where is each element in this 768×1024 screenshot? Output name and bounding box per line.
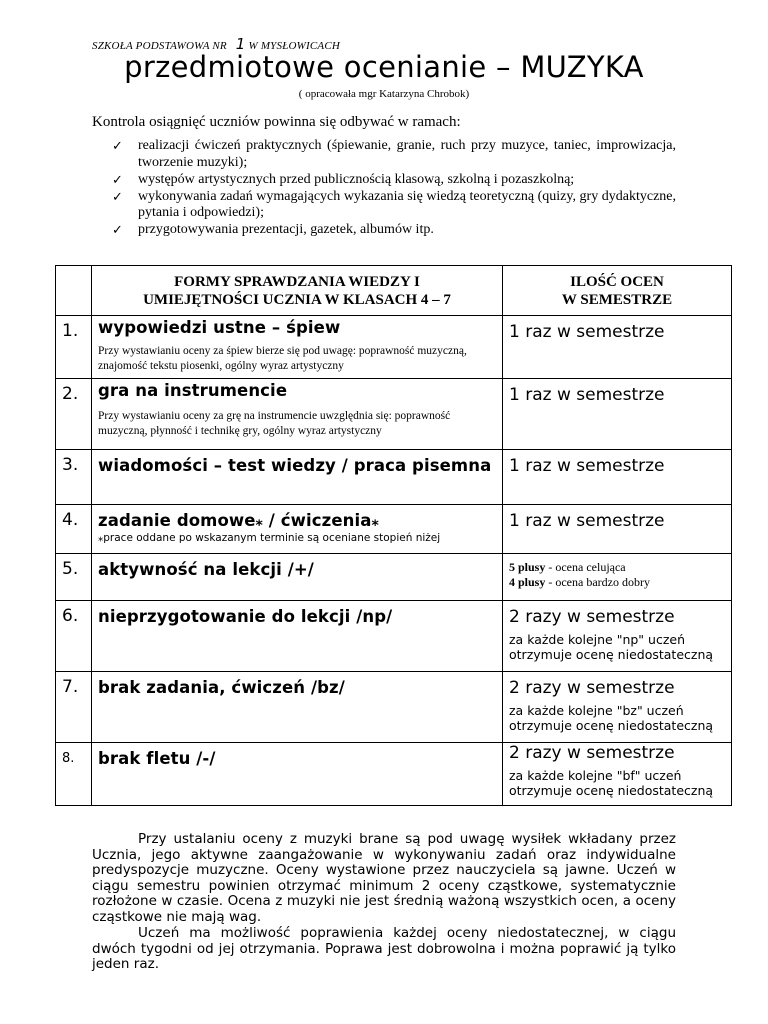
- table-row: [56, 672, 732, 743]
- check-icon: ✓: [112, 171, 123, 187]
- plus-line: [509, 575, 725, 590]
- header-forms-line2: UMIEJĘTNOŚCI UCZNIA W KLASACH 4 – 7: [143, 291, 451, 308]
- table-row: [56, 379, 732, 450]
- checklist: [112, 138, 676, 239]
- row-count-text: 2 razy w semestrze: [509, 607, 675, 627]
- table-row: [56, 505, 732, 554]
- row-form: [92, 554, 503, 601]
- row-count: [503, 379, 732, 450]
- header-count: [503, 266, 732, 316]
- checklist-item-text: wykonywania zadań wymagających wykazania się wiedzą teoretyczną (quizy, gry dydaktyczne, pytania i odpowiedzi);: [138, 188, 676, 220]
- row-count-text: 2 razy w semestrze: [509, 678, 675, 698]
- row-description: Przy wystawianiu oceny za grę na instrumencie uwzględnia się: poprawność muzyczną, płynność i technikę gry, ogólny wyraz artystyczny: [98, 410, 451, 437]
- row-number: 3.: [56, 450, 92, 505]
- table-row: [56, 743, 732, 806]
- row-count-text: 1 raz w semestrze: [509, 385, 665, 405]
- row-title: nieprzygotowanie do lekcji /np/: [98, 607, 393, 626]
- row-form: [92, 601, 503, 672]
- table-header-row: [56, 266, 732, 316]
- asterisk-icon: ⁎: [371, 514, 379, 530]
- row-count: [503, 450, 732, 505]
- school-prefix: SZKOŁA PODSTAWOWA NR: [92, 40, 227, 52]
- row-number: 8.: [56, 743, 92, 806]
- row-count-note: za każde kolejne "np" uczeń otrzymuje ocenę niedostateczną: [509, 632, 714, 662]
- assessment-table: [55, 265, 732, 806]
- checklist-item-text: przygotowywania prezentacji, gazetek, albumów itp.: [138, 222, 434, 237]
- row-count: [503, 316, 732, 379]
- header-forms: [92, 266, 503, 316]
- table-row: [56, 316, 732, 379]
- check-icon: ✓: [112, 222, 123, 237]
- row-number: 2.: [56, 379, 92, 450]
- check-icon: ✓: [112, 138, 123, 153]
- row-count-text: 1 raz w semestrze: [509, 322, 665, 342]
- table-row: [56, 601, 732, 672]
- row-title: [98, 511, 496, 532]
- row-title: aktywność na lekcji /+/: [98, 560, 314, 579]
- row-count: [503, 743, 732, 806]
- plus-line: [509, 560, 725, 575]
- row-count: [503, 672, 732, 743]
- row-number: 4.: [56, 505, 92, 554]
- header-empty-cell: [56, 266, 92, 316]
- row-title: brak fletu /-/: [98, 749, 216, 768]
- row-number: 1.: [56, 316, 92, 379]
- row-count: [503, 505, 732, 554]
- checklist-item-text: realizacji ćwiczeń praktycznych (śpiewanie, granie, ruch przy muzyce, taniec, improwizacja, tworzenie muzyki);: [138, 138, 676, 170]
- asterisk-icon: ⁎: [98, 532, 104, 544]
- table-row: [56, 554, 732, 601]
- header-forms-line1: FORMY SPRAWDZANIA WIEDZY I: [174, 273, 420, 290]
- row-form: [92, 316, 503, 379]
- school-suffix: W MYSŁOWICACH: [248, 40, 341, 52]
- checklist-item-text: występów artystycznych przed publicznością klasową, szkolną i pozaszkolną;: [138, 171, 575, 187]
- row-title: gra na instrumencie: [98, 381, 288, 400]
- plus-grade: - ocena celująca: [545, 560, 626, 574]
- row-count: [503, 601, 732, 672]
- header-count-line1: ILOŚĆ OCEN: [570, 273, 664, 290]
- header-count-line2: W SEMESTRZE: [561, 291, 673, 308]
- row-count: [503, 554, 732, 601]
- row-title-part-a: zadanie domowe: [98, 511, 256, 530]
- row-form: [92, 450, 503, 505]
- correction-paragraph: Uczeń ma możliwość poprawienia każdej oceny niedostatecznej, w ciągu dwóch tygodni od jej otrzymania. Poprawa jest dobrowolna i można poprawić ją tylko jeden raz.: [92, 925, 676, 972]
- plus-grade: - ocena bardzo dobry: [545, 574, 650, 589]
- row-number: 7.: [56, 672, 92, 743]
- row-form: [92, 505, 503, 554]
- school-number: 1: [235, 35, 246, 53]
- row-title: wypowiedzi ustne – śpiew: [98, 318, 341, 337]
- row-description: Przy wystawianiu oceny za śpiew bierze się pod uwagę: poprawność muzyczną, znajomość tekstu piosenki, ogólny wyraz artystyczny: [98, 345, 467, 372]
- row-title: wiadomości – test wiedzy / praca pisemna: [98, 456, 492, 475]
- row-form: [92, 379, 503, 450]
- row-number: 5.: [56, 554, 92, 601]
- plus-count: 5 plusy: [509, 560, 546, 574]
- row-number: 6.: [56, 601, 92, 672]
- row-form: [92, 672, 503, 743]
- row-count-note: za każde kolejne "bz" uczeń otrzymuje ocenę niedostateczną: [509, 703, 714, 733]
- table-row: [56, 450, 732, 505]
- row-title-part-b: / ćwiczenia: [262, 511, 372, 530]
- checklist-item: [112, 172, 676, 189]
- check-icon: ✓: [112, 188, 123, 204]
- checklist-item: [112, 189, 676, 222]
- page-title: przedmiotowe ocenianie – MUZYKA: [124, 50, 644, 84]
- row-count-text: 1 raz w semestrze: [509, 456, 665, 476]
- row-form: [92, 743, 503, 806]
- row-description-text: prace oddane po wskazanym terminie są oceniane stopień niżej: [103, 532, 441, 544]
- checklist-item: [112, 138, 676, 171]
- row-count-text: 2 razy w semestrze: [509, 743, 675, 763]
- row-title: brak zadania, ćwiczeń /bz/: [98, 678, 345, 697]
- summary-paragraph: Przy ustalaniu oceny z muzyki brane są pod uwagę wysiłek wkładany przez Ucznia, jego aktywne zaangażowanie w wykonywaniu zadań oraz indywidualne predyspozycje muzyczne. Oceny wystawione przez nauczyciela są jawne. Uczeń w ciągu semestru powinien otrzymać minimum 2 oceny cząstkowe, systematycznie rozłożone w czasie. Ocena z muzyki nie jest średnią ważoną wszystkich ocen, a oceny cząstkowe nie mają wag.: [92, 831, 676, 925]
- plus-count: 4 plusy: [509, 574, 546, 589]
- asterisk-icon: ⁎: [255, 514, 263, 530]
- page-subtitle: ( opracowała mgr Katarzyna Chrobok): [298, 88, 470, 100]
- row-description: [98, 532, 496, 545]
- row-count-note: za każde kolejne "bf" uczeń otrzymuje ocenę niedostateczną: [509, 768, 714, 798]
- intro-text: Kontrola osiągnięć uczniów powinna się odbywać w ramach:: [92, 114, 461, 130]
- checklist-item: [112, 222, 676, 239]
- row-count-text: 1 raz w semestrze: [509, 511, 665, 531]
